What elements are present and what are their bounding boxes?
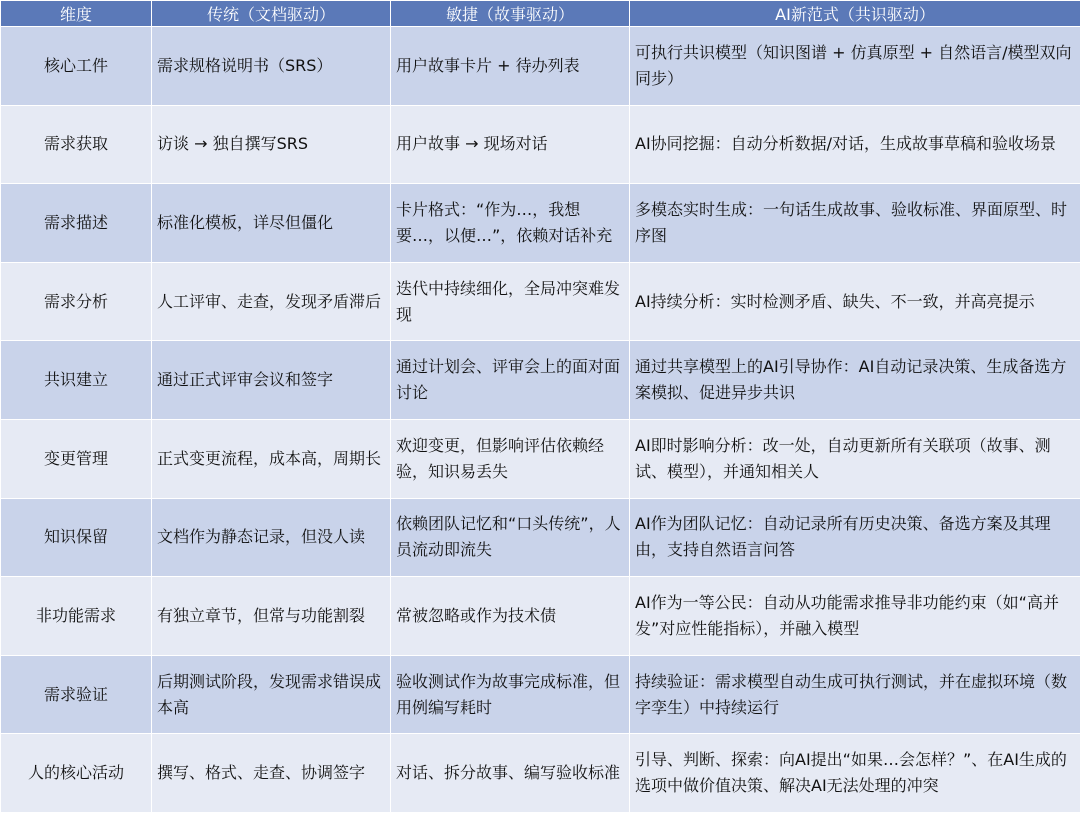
ai-paradigm-cell: AI持续分析：实时检测矛盾、缺失、不一致，并高亮提示 (630, 262, 1080, 341)
table-row (1, 262, 1080, 341)
agile-cell: 对话、拆分故事、编写验收标准 (391, 734, 630, 813)
traditional-cell: 通过正式评审会议和签字 (152, 341, 391, 420)
table-row (1, 27, 1080, 106)
traditional-cell: 需求规格说明书（SRS） (152, 27, 391, 106)
table-body (1, 27, 1080, 813)
table-row (1, 734, 1080, 813)
table-header (1, 1, 1080, 27)
dimension-cell: 变更管理 (1, 419, 152, 498)
table-row (1, 577, 1080, 656)
ai-paradigm-cell: AI即时影响分析：改一处，自动更新所有关联项（故事、测试、模型），并通知相关人 (630, 419, 1080, 498)
table-row (1, 341, 1080, 420)
header-ai-paradigm: AI新范式（共识驱动） (630, 1, 1080, 27)
traditional-cell: 人工评审、走查，发现矛盾滞后 (152, 262, 391, 341)
traditional-cell: 后期测试阶段，发现需求错误成本高 (152, 655, 391, 734)
header-dimension: 维度 (1, 1, 152, 27)
agile-cell: 迭代中持续细化，全局冲突难发现 (391, 262, 630, 341)
agile-cell: 卡片格式：“作为…，我想要…，以便…”，依赖对话补充 (391, 184, 630, 263)
dimension-cell: 人的核心活动 (1, 734, 152, 813)
agile-cell: 用户故事卡片 + 待办列表 (391, 27, 630, 106)
dimension-cell: 需求获取 (1, 105, 152, 184)
table-row (1, 498, 1080, 577)
header-traditional: 传统（文档驱动） (152, 1, 391, 27)
ai-paradigm-cell: 引导、判断、探索：向AI提出“如果…会怎样？”、在AI生成的选项中做价值决策、解决AI无法处理的冲突 (630, 734, 1080, 813)
header-agile: 敏捷（故事驱动） (391, 1, 630, 27)
dimension-cell: 非功能需求 (1, 577, 152, 656)
ai-paradigm-cell: AI作为团队记忆：自动记录所有历史决策、备选方案及其理由，支持自然语言问答 (630, 498, 1080, 577)
ai-paradigm-cell: AI作为一等公民：自动从功能需求推导非功能约束（如“高并发”对应性能指标），并融入模型 (630, 577, 1080, 656)
ai-paradigm-cell: 可执行共识模型（知识图谱 + 仿真原型 + 自然语言/模型双向同步） (630, 27, 1080, 106)
dimension-cell: 需求描述 (1, 184, 152, 263)
ai-paradigm-cell: 多模态实时生成：一句话生成故事、验收标准、界面原型、时序图 (630, 184, 1080, 263)
dimension-cell: 需求验证 (1, 655, 152, 734)
dimension-cell: 核心工件 (1, 27, 152, 106)
agile-cell: 依赖团队记忆和“口头传统”，人员流动即流失 (391, 498, 630, 577)
dimension-cell: 需求分析 (1, 262, 152, 341)
traditional-cell: 标准化模板，详尽但僵化 (152, 184, 391, 263)
traditional-cell: 正式变更流程，成本高，周期长 (152, 419, 391, 498)
traditional-cell: 文档作为静态记录，但没人读 (152, 498, 391, 577)
traditional-cell: 访谈 → 独自撰写SRS (152, 105, 391, 184)
table-row (1, 105, 1080, 184)
dimension-cell: 知识保留 (1, 498, 152, 577)
agile-cell: 验收测试作为故事完成标准，但用例编写耗时 (391, 655, 630, 734)
agile-cell: 欢迎变更，但影响评估依赖经验，知识易丢失 (391, 419, 630, 498)
table-row (1, 419, 1080, 498)
ai-paradigm-cell: 持续验证：需求模型自动生成可执行测试，并在虚拟环境（数字孪生）中持续运行 (630, 655, 1080, 734)
table-row (1, 184, 1080, 263)
dimension-cell: 共识建立 (1, 341, 152, 420)
header-row (1, 1, 1080, 27)
ai-paradigm-cell: 通过共享模型上的AI引导协作：AI自动记录决策、生成备选方案模拟、促进异步共识 (630, 341, 1080, 420)
agile-cell: 常被忽略或作为技术债 (391, 577, 630, 656)
agile-cell: 通过计划会、评审会上的面对面讨论 (391, 341, 630, 420)
ai-paradigm-cell: AI协同挖掘：自动分析数据/对话，生成故事草稿和验收场景 (630, 105, 1080, 184)
table-row (1, 655, 1080, 734)
traditional-cell: 撰写、格式、走查、协调签字 (152, 734, 391, 813)
traditional-cell: 有独立章节，但常与功能割裂 (152, 577, 391, 656)
agile-cell: 用户故事 → 现场对话 (391, 105, 630, 184)
